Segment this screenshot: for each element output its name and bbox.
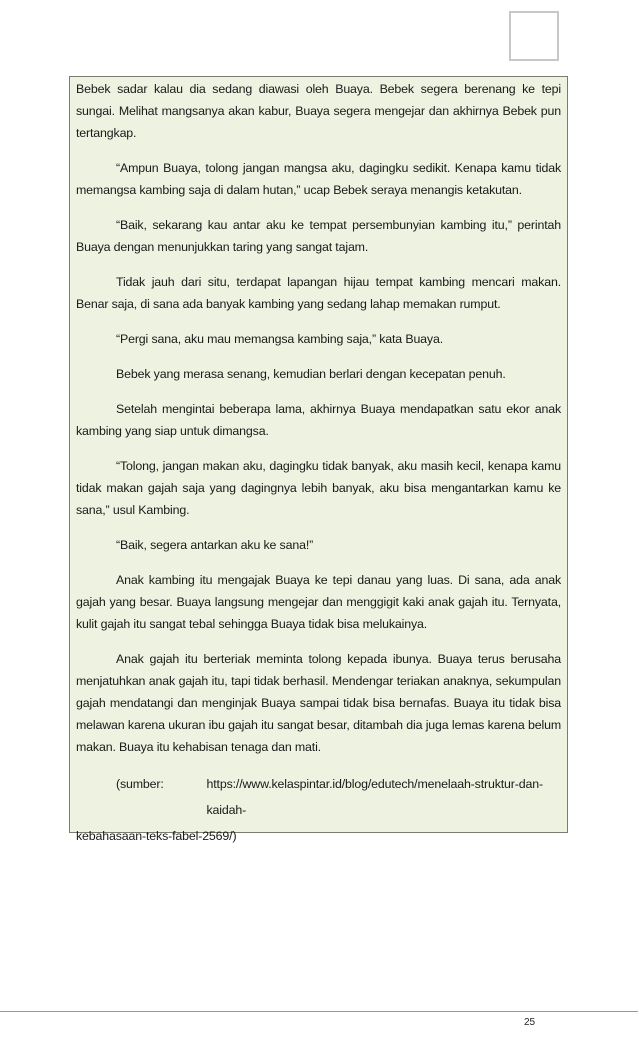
story-paragraph: “Baik, segera antarkan aku ke sana!” [116,538,314,552]
story-paragraph: “Tolong, jangan makan aku, dagingku tidak banyak, aku masih kecil, kenapa kamu tidak makan gajah saja yang dagingnya lebih banyak, aku bisa mengantarkan kamu ke sana,” usul Kambing. [76,459,561,517]
source-url-part1: https://www.kelaspintar.id/blog/edutech/menelaah-struktur-dan-kaidah- [206,777,543,817]
page-number: 25 [524,1017,536,1028]
footer-rule [0,1011,638,1012]
source-citation [76,771,561,849]
story-paragraph: Bebek yang merasa senang, kemudian berlari dengan kecepatan penuh. [116,367,506,381]
source-label: (sumber: [116,777,164,791]
story-paragraph: Setelah mengintai beberapa lama, akhirnya Buaya mendapatkan satu ekor anak kambing yang siap untuk dimangsa. [76,402,561,438]
story-paragraph: “Baik, sekarang kau antar aku ke tempat persembunyian kambing itu,” perintah Buaya dengan menunjukkan taring yang sangat tajam. [76,218,561,254]
source-url-part2: kebahasaan-teks-fabel-2569/) [76,829,237,843]
story-paragraph: “Ampun Buaya, tolong jangan mangsa aku, dagingku sedikit. Kenapa kamu tidak memangsa kambing saja di dalam hutan,” ucap Bebek seraya menangis ketakutan. [76,161,561,197]
story-paragraph: Anak kambing itu mengajak Buaya ke tepi danau yang luas. Di sana, ada anak gajah yang besar. Buaya langsung mengejar dan menggigit kaki anak gajah itu. Ternyata, kulit gajah itu sangat tebal sehingga Buaya tidak bisa melukainya. [76,573,561,631]
corner-box [509,11,559,61]
story-paragraph: Anak gajah itu berteriak meminta tolong kepada ibunya. Buaya terus berusaha menjatuhkan anak gajah itu, tapi tidak berhasil. Mendengar teriakan anaknya, sekumpulan gajah mendatangi dan menginjak Buaya sampai tidak bisa bernafas. Buaya itu tidak bisa melawan karena ukuran ibu gajah itu sangat besar, ditambah dia juga lemas karena belum makan. Buaya itu kehabisan tenaga dan mati. [76,652,561,754]
story-paragraph: Bebek sadar kalau dia sedang diawasi oleh Buaya. Bebek segera berenang ke tepi sungai. Melihat mangsanya akan kabur, Buaya segera mengejar dan akhirnya Bebek pun tertangkap. [76,82,561,140]
story-paragraph: Tidak jauh dari situ, terdapat lapangan hijau tempat kambing mencari makan. Benar saja, di sana ada banyak kambing yang sedang lahap memakan rumput. [76,275,561,311]
story-box [69,76,568,843]
story-paragraph: “Pergi sana, aku mau memangsa kambing saja,” kata Buaya. [116,332,444,346]
